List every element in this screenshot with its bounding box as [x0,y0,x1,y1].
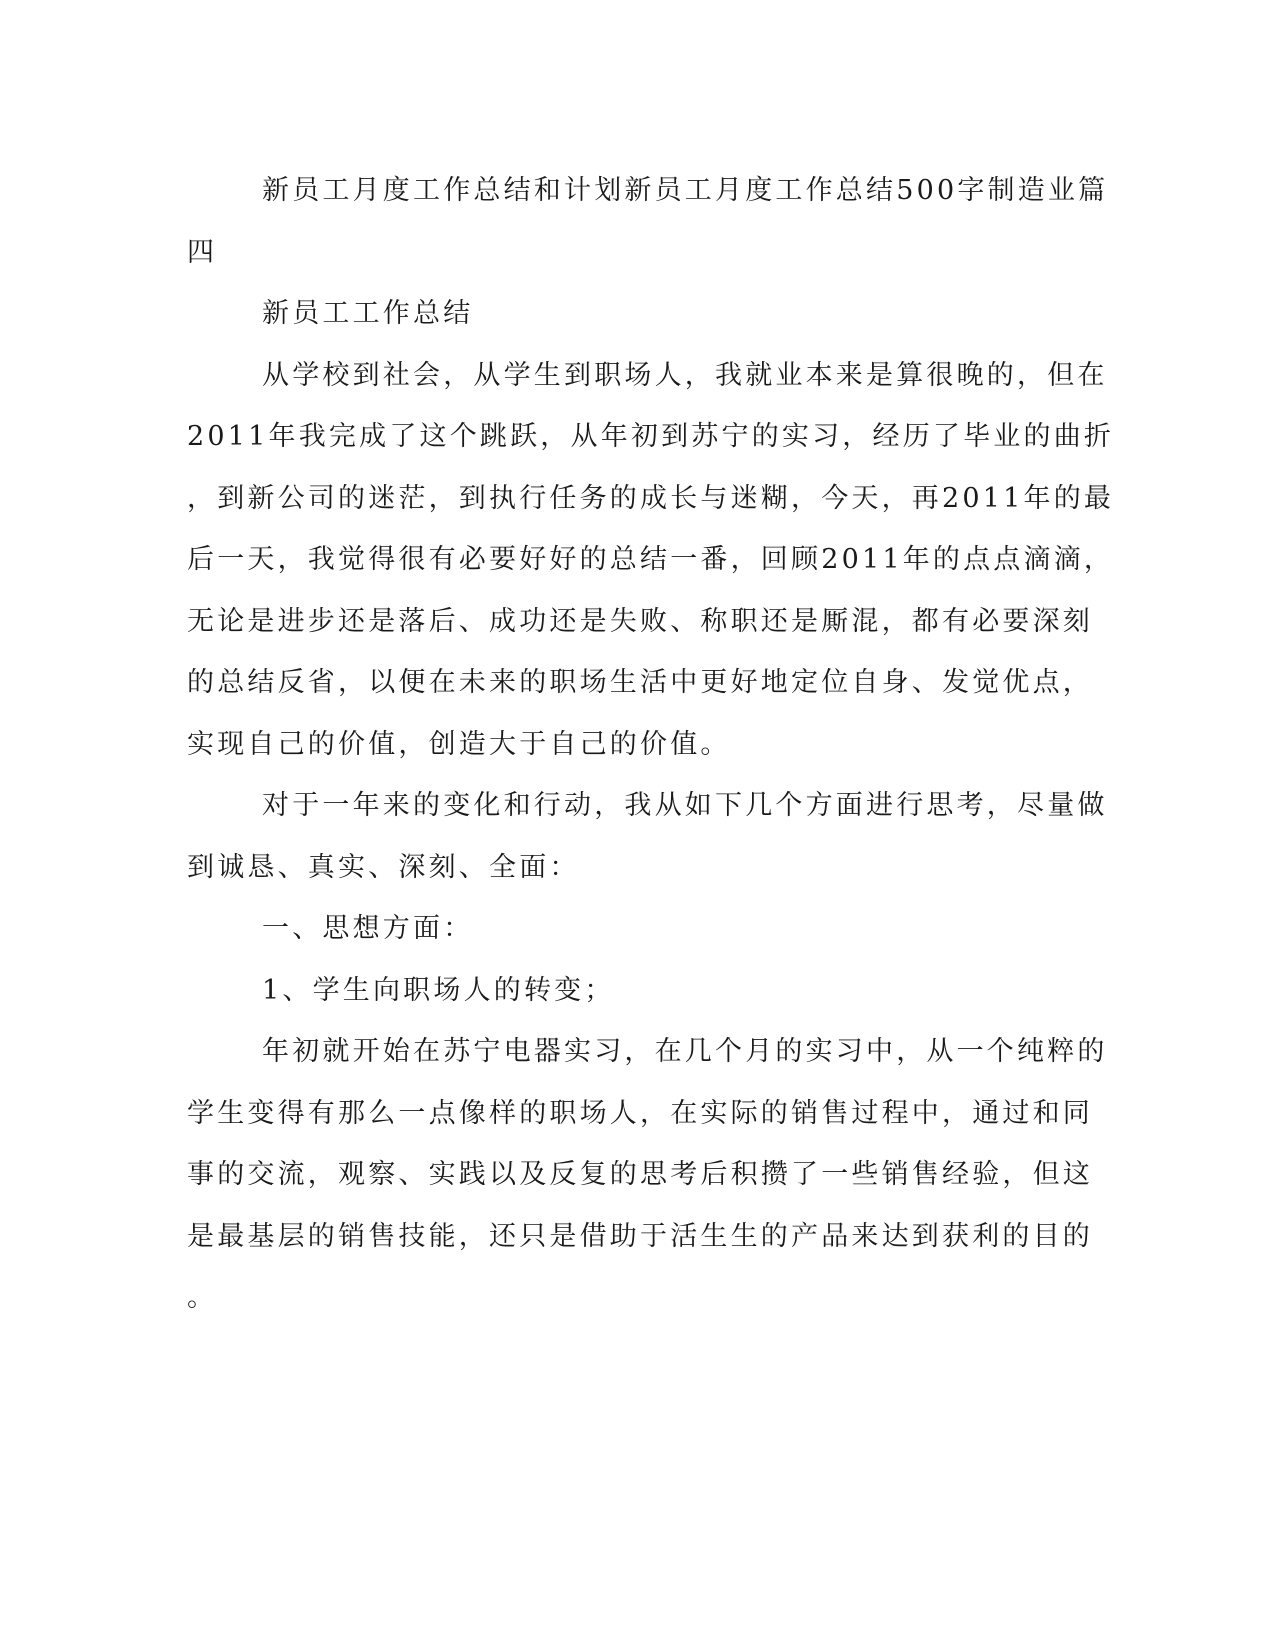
paragraph-line: 年初就开始在苏宁电器实习，在几个月的实习中，从一个纯粹的 [262,1036,1108,1067]
heading-line: 新员工月度工作总结和计划新员工月度工作总结500字制造业篇 [262,175,1109,206]
document-subheading [187,283,1075,345]
list-item [187,960,1075,1022]
paragraph-line: 从学校到社会，从学生到职场人，我就业本来是算很晚的，但在 [262,359,1108,391]
document-heading [187,160,1109,283]
paragraph-2 [187,775,1108,898]
list-item-line: 1、学生向职场人的转变； [262,974,615,1006]
paragraph-line: 的总结反省，以便在未来的职场生活中更好地定位自身、发觉优点， [187,667,1093,698]
document-body [187,160,1115,1329]
paragraph-line: 。 [187,1282,218,1313]
paragraph-line: 到诚恳、真实、深刻、全面： [187,851,580,883]
subheading-line: 新员工工作总结 [262,298,474,329]
paragraph-line: 对于一年来的变化和行动，我从如下几个方面进行思考，尽量做 [262,790,1108,821]
paragraph-line: 2011年我完成了这个跳跃，从年初到苏宁的实习，经历了毕业的曲折 [187,421,1115,452]
paragraph-line: 是最基层的销售技能，还只是借助于活生生的产品来达到获利的目的 [187,1220,1093,1252]
paragraph-line: 后一天，我觉得很有必要好好的总结一番，回顾2011年的点点滴滴， [187,544,1115,575]
section-heading-line: 一、思想方面： [262,913,474,944]
paragraph-3 [187,1021,1108,1329]
paragraph-line: 事的交流，观察、实践以及反复的思考后积攒了一些销售经验，但这 [187,1159,1093,1190]
paragraph-line: 实现自己的价值，创造大于自己的价值。 [187,728,731,760]
paragraph-line: ，到新公司的迷茫，到执行任务的成长与迷糊，今天，再2011年的最 [187,482,1115,514]
paragraph-line: 学生变得有那么一点像样的职场人，在实际的销售过程中，通过和同 [187,1097,1093,1129]
section-heading [187,898,1075,960]
heading-line: 四 [187,236,218,268]
paragraph-1 [187,345,1115,776]
paragraph-line: 无论是进步还是落后、成功还是失败、称职还是厮混，都有必要深刻 [187,605,1093,637]
